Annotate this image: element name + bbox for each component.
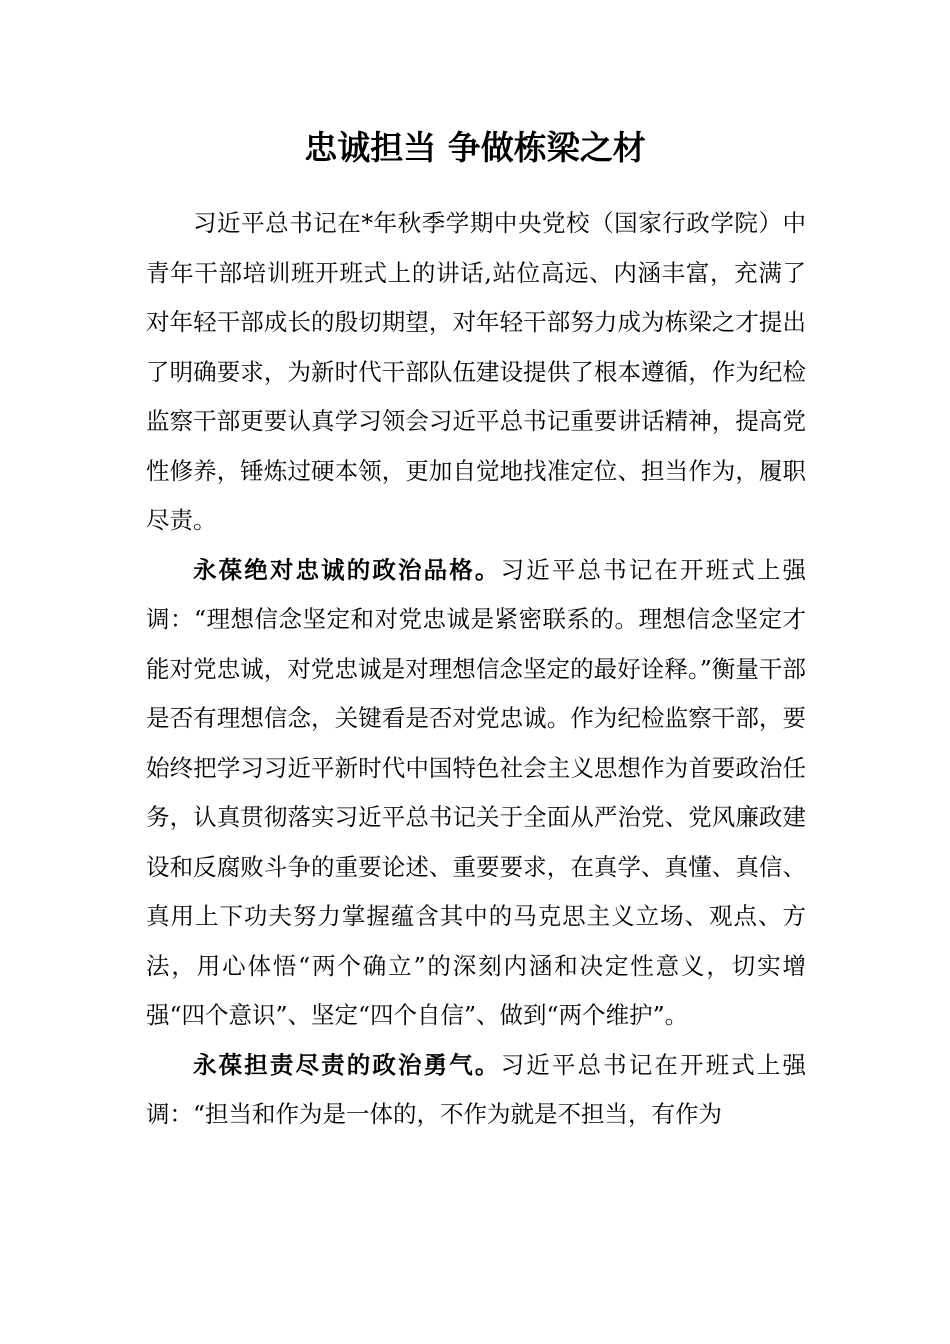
paragraph-lead: 永葆绝对忠诚的政治品格。 xyxy=(193,555,501,584)
paragraph-lead: 永葆担责尽责的政治勇气。 xyxy=(193,1050,501,1079)
paragraph-text: 习近平总书记在开班式上强调：“担当和作为是一体的，不作为就是不担当，有作为 xyxy=(146,1050,807,1128)
paragraph-responsibility xyxy=(146,1041,806,1140)
document-body xyxy=(146,199,806,1140)
paragraph-loyalty xyxy=(146,546,806,1041)
paragraph-intro xyxy=(146,199,806,546)
document-title: 忠诚担当 争做栋梁之材 xyxy=(304,128,646,167)
paragraph-text: 习近平总书记在*年秋季学期中央党校（国家行政学院）中青年干部培训班开班式上的讲话,站位高远、内涵丰富，充满了对年轻干部成长的殷切期望，对年轻干部努力成为栋梁之才提出了明确要求，为新时代干部队伍建设提供了根本遵循，作为纪检监察干部更要认真学习领会习近平总书记重要讲话精神，提高党性修养，锤炼过硬本领，更加自觉地找准定位、担当作为，履职尽责。 xyxy=(146,209,806,534)
paragraph-text: 习近平总书记在开班式上强调：“理想信念坚定和对党忠诚是紧密联系的。理想信念坚定才能对党忠诚，对党忠诚是对理想信念坚定的最好诠释。”衡量干部是否有理想信念，关键看是否对党忠诚。作为纪检监察干部，要始终把学习习近平新时代中国特色社会主义思想作为首要政治任务，认真贯彻落实习近平总书记关于全面从严治党、党风廉政建设和反腐败斗争的重要论述、重要要求，在真学、真懂、真信、真用上下功夫努力掌握蕴含其中的马克思主义立场、观点、方法，用心体悟“两个确立”的深刻内涵和决定性意义，切实增强“四个意识”、坚定“四个自信”、做到“两个维护”。 xyxy=(146,555,807,1029)
